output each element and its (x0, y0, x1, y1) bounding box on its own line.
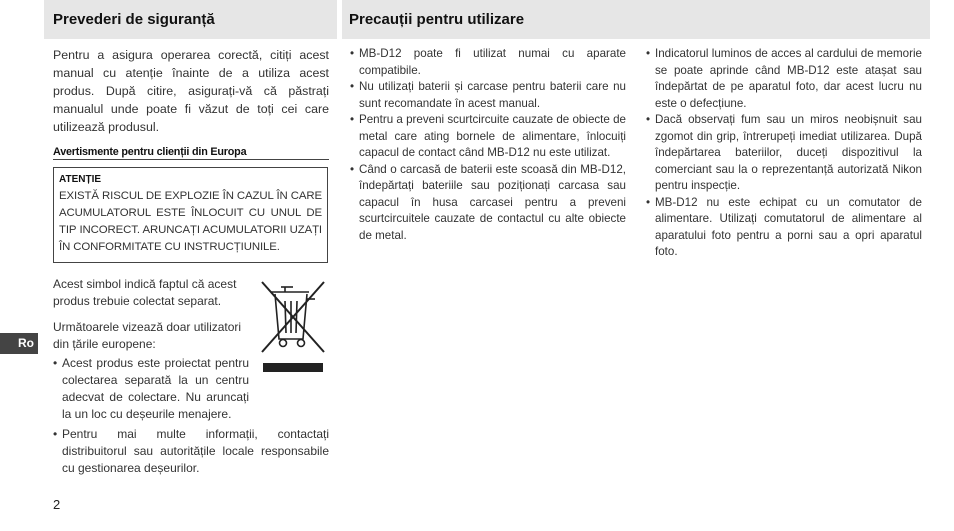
precaution-item (350, 79, 626, 112)
bullet-glyph: • (350, 80, 355, 93)
section-title-safety: Prevederi de siguranță (44, 0, 337, 39)
precaution-item-text: Nu utilizați baterii și carcase pentru baterii care nu sunt recomandate în acest manual. (359, 80, 626, 110)
bullet-glyph: • (53, 427, 58, 441)
bullet-glyph: • (350, 113, 355, 126)
bullet-glyph: • (646, 195, 651, 209)
disposal-bullet-text-content: Acest produs este proiectat pentru colectarea separată la un centru adecvat de colectare. Nu aruncați la un loc cu deșeurile menajere. (62, 356, 249, 421)
bullet-glyph: • (350, 162, 355, 176)
symbol-description: Acest simbol indică faptul că acest produs trebuie colectat separat. (53, 277, 237, 308)
precaution-item (646, 195, 922, 261)
crossed-out-wheelie-bin-icon (259, 277, 327, 375)
precaution-item (646, 46, 922, 112)
bullet-glyph: • (53, 356, 58, 370)
disposal-bullet-text (62, 355, 249, 423)
precaution-item (350, 46, 626, 79)
precaution-item-text: Când o carcasă de baterii este scoasă din MB-D12, îndepărtați bateriile sau poziționați carcasa sau capacul în husa carcasei pentru a preveni scurtcircuitele cauzate de contactul cu alte obiecte de metal. (359, 162, 626, 242)
bullet-glyph: • (350, 47, 355, 60)
precautions-column-2 (646, 46, 922, 261)
contact-bullet (53, 426, 329, 477)
precaution-item-text: MB-D12 poate fi utilizat numai cu aparate compatibile. (359, 47, 626, 77)
precaution-item-text: Dacă observați fum sau un miros neobișnuit sau zgomot din grip, întrerupeți imediat utilizarea. După îndepărtarea bateriilor, duceți dispozitivul la comerciant sau la o reprezentanță autorizată Nikon pentru inspecție. (655, 113, 922, 192)
warning-title: ATENȚIE (59, 174, 102, 185)
contact-bullet-text: Pentru mai multe informații, contactați distribuitorul sau autoritățile locale responsabile cu gestionarea deșeurilor. (62, 427, 329, 475)
precaution-item (646, 112, 922, 195)
eu-users-note: Următoarele vizează doar utilizatori din țările europene: (53, 320, 242, 351)
precaution-item-text: Pentru a preveni scurtcircuite cauzate de obiecte de metal care ating bornele de alimentare, înlocuiți capacul de contact când MB-D12 nu este utilizat. (359, 113, 626, 159)
europe-warnings-heading: Avertismente pentru clienții din Europa (53, 146, 329, 160)
precaution-item-text: MB-D12 nu este echipat cu un comutator de alimentare. Utilizați comutatorul de alimentare al aparatului foto pentru a porni sau a opri aparatul foto. (655, 195, 922, 258)
intro-paragraph: Pentru a asigura operarea corectă, citiți acest manual cu atenție înainte de a utiliza acest produs. După citire, asigurați-vă că păstrați manualul unde poate fi văzut de toți cei care utilizează produsul. (53, 48, 329, 134)
precaution-item (350, 162, 626, 245)
precaution-item (350, 112, 626, 162)
section-title-precautions: Precauții pentru utilizare (342, 0, 930, 39)
language-tab: Ro (0, 333, 38, 354)
bullet-glyph: • (646, 113, 651, 126)
warning-box (53, 167, 328, 263)
page-number: 2 (53, 497, 61, 512)
bullet-glyph: • (646, 47, 651, 60)
precautions-column-1 (350, 46, 626, 244)
precaution-item-text: Indicatorul luminos de acces al cardului de memorie se poate aprinde când MB-D12 este atașat sau îndepărtat de pe aparatul foto, dar acest lucru nu este o defecțiune. (655, 47, 922, 110)
warning-text: EXISTĂ RISCUL DE EXPLOZIE ÎN CAZUL ÎN CARE ACUMULATORUL ESTE ÎNLOCUIT CU UNUL DE TIP INCORECT. ARUNCAȚI ACUMULATORII UZAȚI ÎN CONFORMITATE CU INSTRUCȚIUNILE. (59, 190, 322, 253)
